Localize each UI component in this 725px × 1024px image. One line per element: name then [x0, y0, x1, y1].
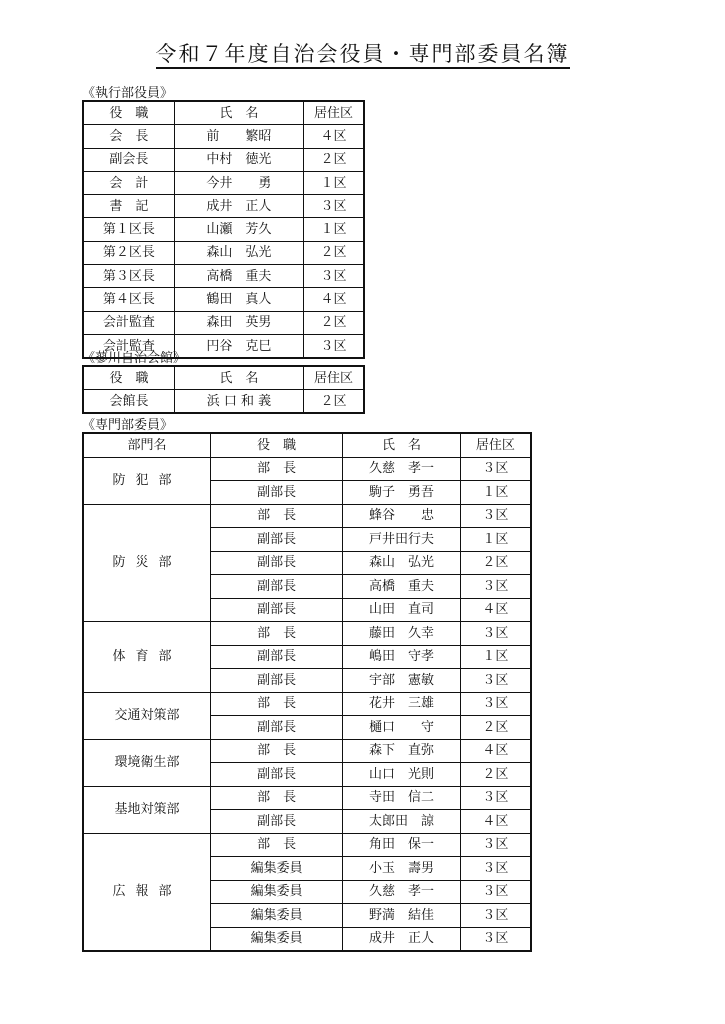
role-cell: 会 長: [83, 125, 174, 148]
district-cell: ３区: [460, 457, 531, 481]
district-cell: ３区: [460, 692, 531, 716]
name-cell: 高橋 重夫: [343, 575, 461, 599]
committee-table: [82, 432, 532, 952]
district-cell: ２区: [303, 241, 364, 264]
district-cell: ３区: [460, 880, 531, 904]
name-cell: 中村 徳光: [174, 148, 303, 171]
role-cell: 第１区長: [83, 218, 174, 241]
department-cell: 交通対策部: [83, 692, 210, 739]
district-cell: ３区: [303, 265, 364, 288]
column-header: 部門名: [83, 433, 210, 457]
table-row: [83, 288, 364, 311]
department-cell: 広報部: [83, 833, 210, 951]
name-cell: 太郎田 諒: [343, 810, 461, 834]
name-cell: 森田 英男: [174, 311, 303, 334]
section-heading-exec: 《執行部役員》: [82, 86, 174, 101]
name-cell: 円谷 克巳: [174, 334, 303, 358]
table-row: [83, 622, 531, 646]
district-cell: ３区: [460, 904, 531, 928]
name-cell: 今井 勇: [174, 171, 303, 194]
table-row: [83, 148, 364, 171]
table-row: [83, 504, 531, 528]
column-header: 役 職: [210, 433, 342, 457]
name-cell: 小玉 壽男: [343, 857, 461, 881]
district-cell: ３区: [460, 833, 531, 857]
role-cell: 副部長: [210, 528, 342, 552]
column-header: 居住区: [303, 101, 364, 125]
table-row: [83, 692, 531, 716]
name-cell: 山田 直司: [343, 598, 461, 622]
role-cell: 第２区長: [83, 241, 174, 264]
district-cell: ３区: [460, 669, 531, 693]
table-row: [83, 241, 364, 264]
district-cell: ２区: [303, 390, 364, 414]
department-cell: 防災部: [83, 504, 210, 622]
table-row: [83, 390, 364, 414]
role-cell: 副部長: [210, 810, 342, 834]
table-row: [83, 125, 364, 148]
name-cell: 森山 弘光: [343, 551, 461, 575]
name-cell: 高橋 重夫: [174, 265, 303, 288]
role-cell: 編集委員: [210, 880, 342, 904]
name-cell: 野満 結佳: [343, 904, 461, 928]
role-cell: 副部長: [210, 645, 342, 669]
column-header: 役 職: [83, 101, 174, 125]
role-cell: 会計監査: [83, 311, 174, 334]
role-cell: 部 長: [210, 692, 342, 716]
department-cell: 防犯部: [83, 457, 210, 504]
district-cell: ３区: [460, 927, 531, 951]
role-cell: 第４区長: [83, 288, 174, 311]
role-cell: 副部長: [210, 716, 342, 740]
role-cell: 部 長: [210, 622, 342, 646]
header-row: [83, 433, 531, 457]
district-cell: ３区: [303, 195, 364, 218]
district-cell: ３区: [460, 622, 531, 646]
district-cell: ２区: [460, 551, 531, 575]
table-row: [83, 195, 364, 218]
table-row: [83, 786, 531, 810]
role-cell: 部 長: [210, 833, 342, 857]
section-heading-committee: 《専門部委員》: [82, 418, 174, 433]
name-cell: 花井 三雄: [343, 692, 461, 716]
name-cell: 鶴田 真人: [174, 288, 303, 311]
district-cell: ３区: [460, 857, 531, 881]
district-cell: ４区: [303, 288, 364, 311]
name-cell: 駒子 勇吾: [343, 481, 461, 505]
hall-table: [82, 365, 365, 414]
role-cell: 副部長: [210, 669, 342, 693]
section-heading-hall: 《蓼川自治会館》: [82, 351, 187, 366]
role-cell: 部 長: [210, 739, 342, 763]
district-cell: ３区: [460, 504, 531, 528]
role-cell: 書 記: [83, 195, 174, 218]
name-cell: 山瀬 芳久: [174, 218, 303, 241]
page-title: 令和７年度自治会役員・専門部委員名簿: [0, 38, 725, 68]
district-cell: １区: [303, 171, 364, 194]
role-cell: 会 計: [83, 171, 174, 194]
district-cell: １区: [460, 645, 531, 669]
table-row: [83, 171, 364, 194]
name-cell: 宇部 憲敏: [343, 669, 461, 693]
role-cell: 副部長: [210, 763, 342, 787]
role-cell: 編集委員: [210, 927, 342, 951]
column-header: 氏 名: [343, 433, 461, 457]
name-cell: 前 繁昭: [174, 125, 303, 148]
exec-officers-table: [82, 100, 365, 359]
column-header: 役 職: [83, 366, 174, 390]
name-cell: 樋口 守: [343, 716, 461, 740]
role-cell: 編集委員: [210, 857, 342, 881]
column-header: 氏 名: [174, 366, 303, 390]
name-cell: 森下 直弥: [343, 739, 461, 763]
name-cell: 久慈 孝一: [343, 457, 461, 481]
name-cell: 嶋田 守孝: [343, 645, 461, 669]
district-cell: ４区: [460, 810, 531, 834]
table-row: [83, 265, 364, 288]
name-cell: 森山 弘光: [174, 241, 303, 264]
district-cell: ３区: [460, 786, 531, 810]
name-cell: 浜 口 和 義: [174, 390, 303, 414]
role-cell: 副部長: [210, 575, 342, 599]
department-cell: 環境衛生部: [83, 739, 210, 786]
role-cell: 会計監査: [83, 334, 174, 358]
table-row: [83, 457, 531, 481]
district-cell: １区: [460, 528, 531, 552]
name-cell: 成井 正人: [343, 927, 461, 951]
name-cell: 成井 正人: [174, 195, 303, 218]
column-header: 氏 名: [174, 101, 303, 125]
name-cell: 藤田 久幸: [343, 622, 461, 646]
role-cell: 部 長: [210, 457, 342, 481]
role-cell: 編集委員: [210, 904, 342, 928]
name-cell: 蜂谷 忠: [343, 504, 461, 528]
role-cell: 副部長: [210, 598, 342, 622]
role-cell: 部 長: [210, 786, 342, 810]
district-cell: ２区: [460, 716, 531, 740]
role-cell: 副部長: [210, 481, 342, 505]
name-cell: 角田 保一: [343, 833, 461, 857]
column-header: 居住区: [303, 366, 364, 390]
table-row: [83, 739, 531, 763]
table-row: [83, 833, 531, 857]
header-row: [83, 366, 364, 390]
column-header: 居住区: [460, 433, 531, 457]
name-cell: 久慈 孝一: [343, 880, 461, 904]
district-cell: ３区: [460, 575, 531, 599]
district-cell: ４区: [460, 598, 531, 622]
role-cell: 部 長: [210, 504, 342, 528]
district-cell: ４区: [460, 739, 531, 763]
role-cell: 副部長: [210, 551, 342, 575]
role-cell: 会館長: [83, 390, 174, 414]
name-cell: 山口 光則: [343, 763, 461, 787]
district-cell: ２区: [303, 311, 364, 334]
name-cell: 戸井田行夫: [343, 528, 461, 552]
role-cell: 副会長: [83, 148, 174, 171]
district-cell: ３区: [303, 334, 364, 358]
district-cell: ２区: [303, 148, 364, 171]
department-cell: 基地対策部: [83, 786, 210, 833]
name-cell: 寺田 信二: [343, 786, 461, 810]
district-cell: １区: [303, 218, 364, 241]
district-cell: ４区: [303, 125, 364, 148]
district-cell: ２区: [460, 763, 531, 787]
department-cell: 体育部: [83, 622, 210, 693]
table-row: [83, 218, 364, 241]
table-row: [83, 311, 364, 334]
header-row: [83, 101, 364, 125]
district-cell: １区: [460, 481, 531, 505]
role-cell: 第３区長: [83, 265, 174, 288]
